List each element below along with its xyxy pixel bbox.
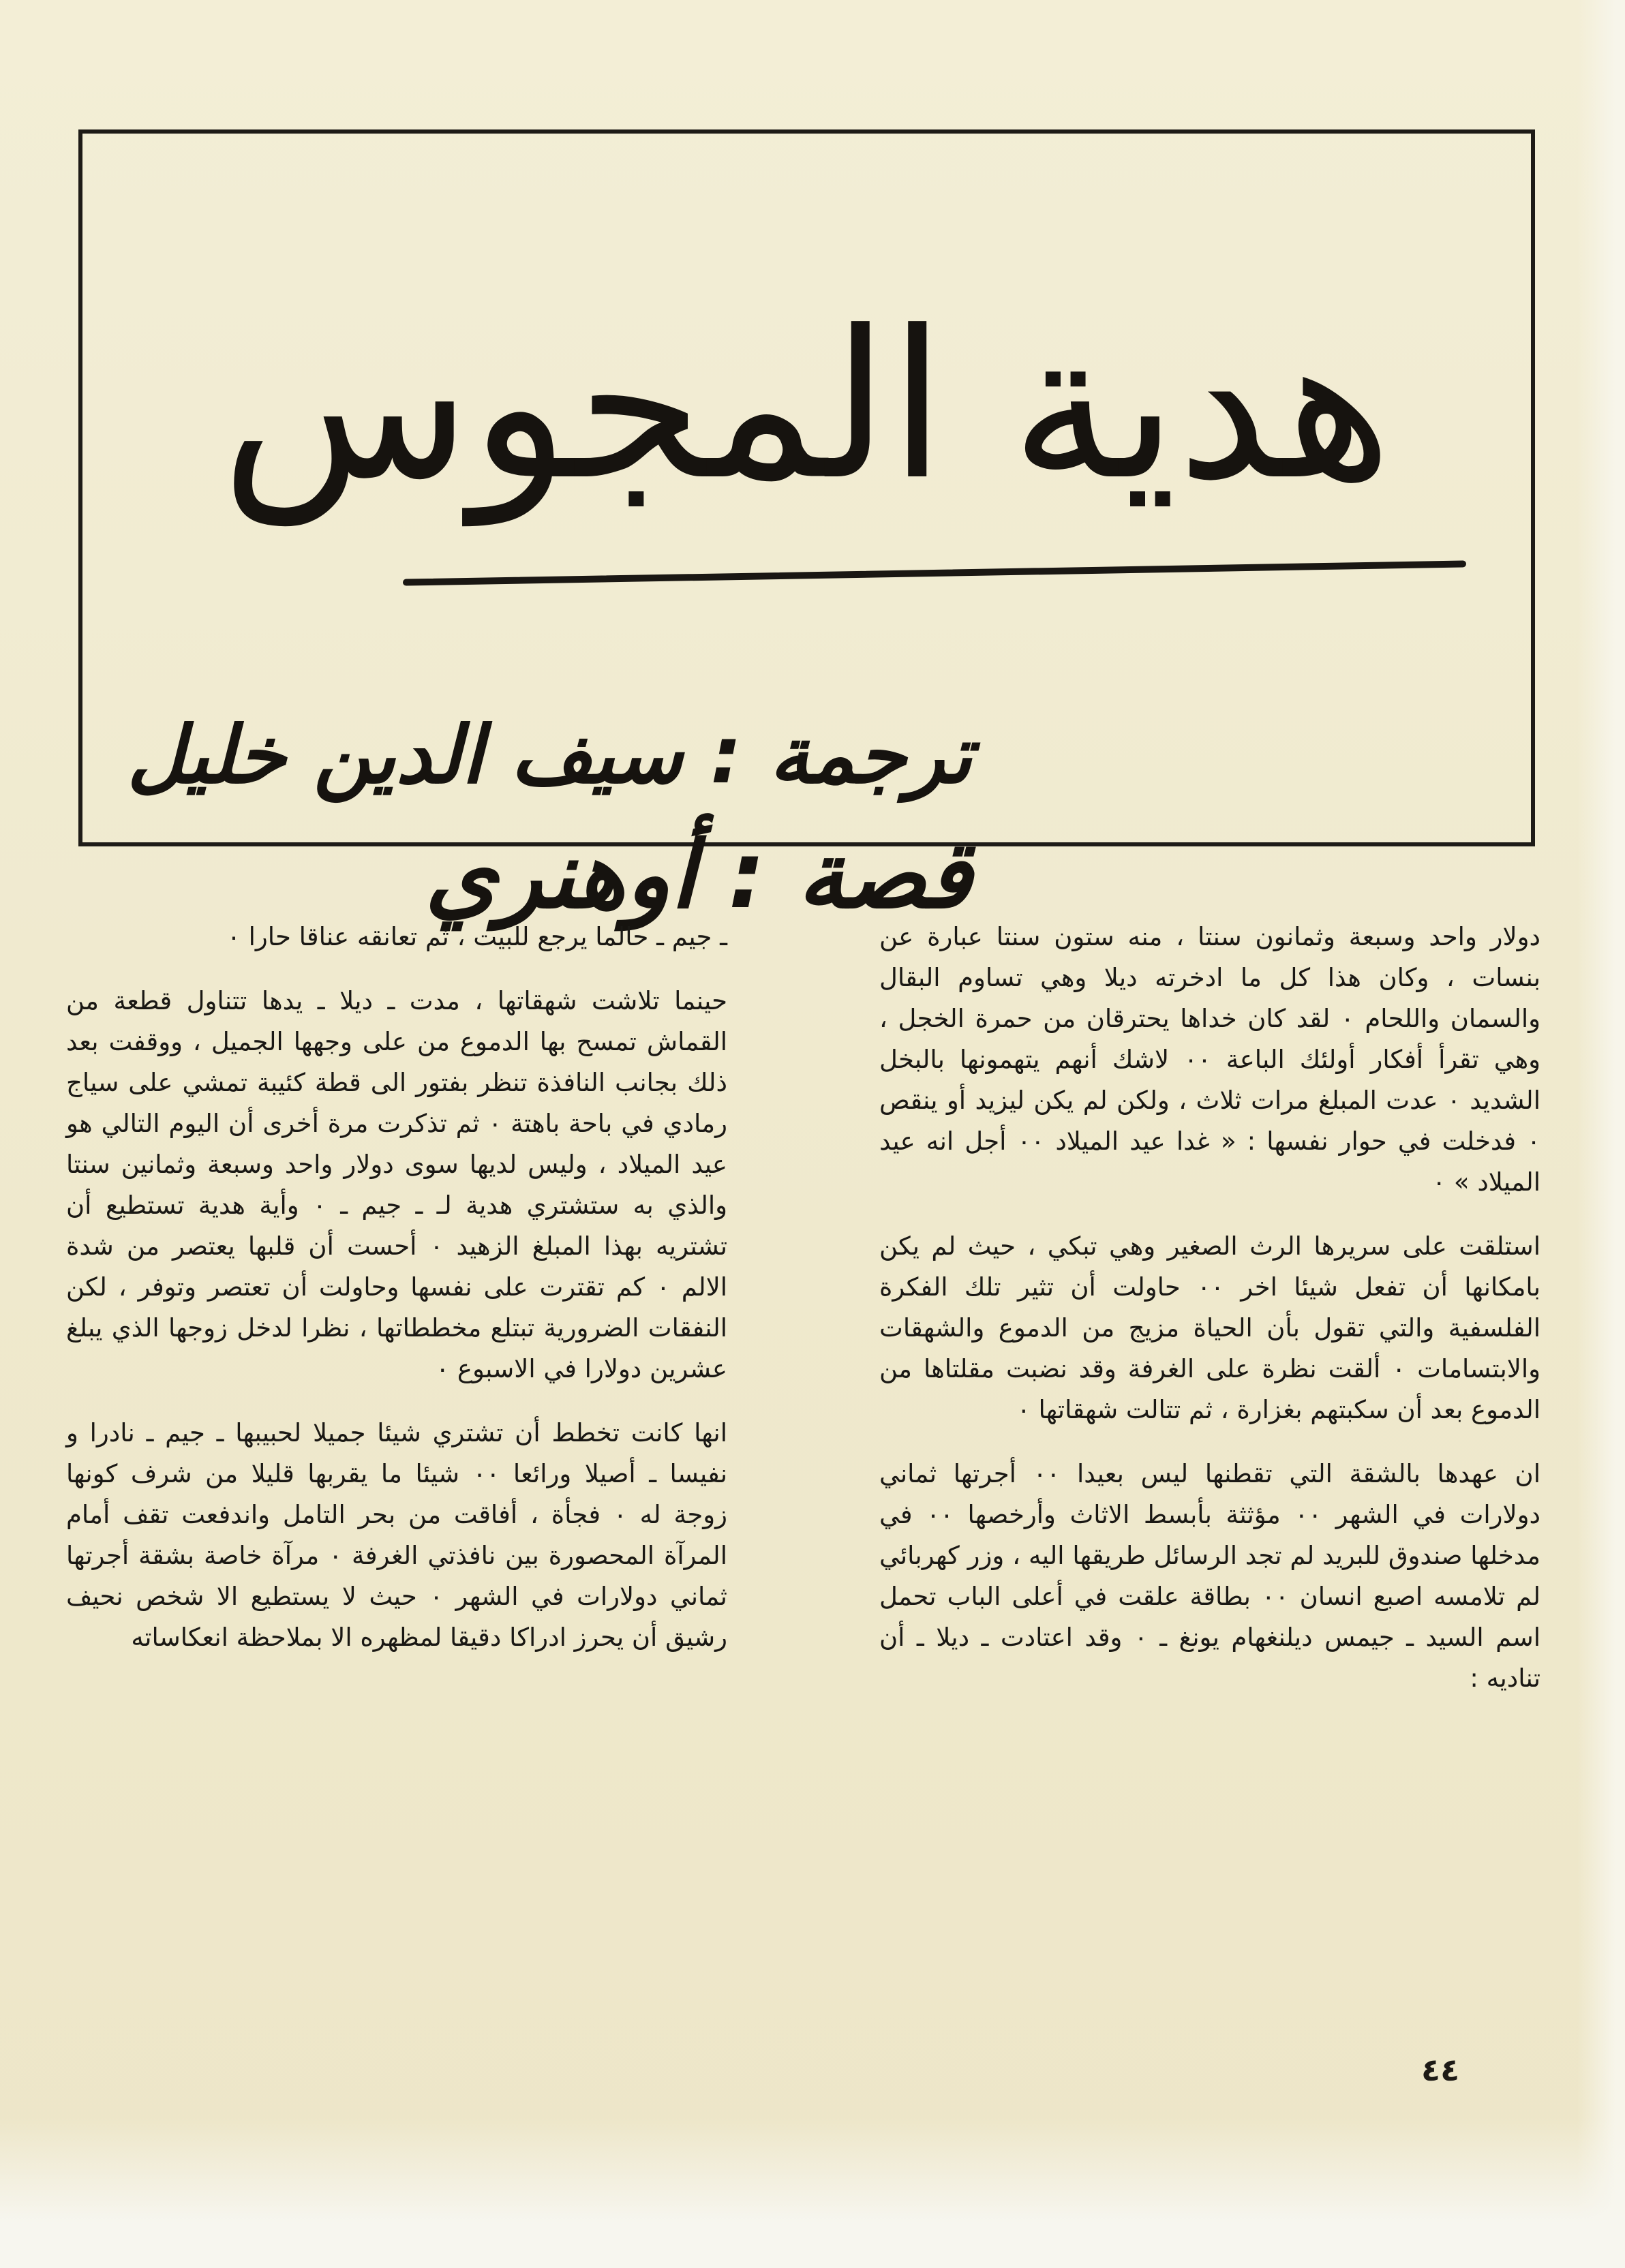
author-credit: قصة : أوهنري <box>425 822 972 930</box>
page-number: ٤٤ <box>1421 2051 1460 2088</box>
page-edge-bottom <box>0 2118 1625 2268</box>
translator-credit: ترجمة : سيف الدين خليل <box>127 709 972 801</box>
paragraph: حينما تلاشت شهقاتها ، مدت ـ ديلا ـ يدها تتناول قطعة من القماش تمسح بها الدموع من على وجهها الجميل ، ووقفت بعد ذلك بجانب النافذة تنظر بفتور الى قطة كئيبة تمشي على سياج رمادي في باحة باهتة ۰ ثم تذكرت مرة أخرى أن اليوم التالي هو عيد الميلاد ، وليس لديها سوى دولار واحد وسبعة وثمانين سنتا والذي به ستشتري هدية لـ ـ جيم ـ ۰ وأية هدية تستطيع أن تشتريه بهذا المبلغ الزهيد ۰ أحست أن قلبها يعتصر من شدة الالم ۰ كم تقترت على نفسها وحاولت أن تعتصر وتوفر ، لكن النفقات الضرورية تبتلع مخططاتها ، نظرا لدخل زوجها الذي يبلغ عشرين دولارا في الاسبوع ۰ <box>66 986 727 1383</box>
page-edge-right <box>1577 0 1625 2268</box>
paragraph: ان عهدها بالشقة التي تقطنها ليس بعيدا ۰۰ أجرتها ثماني دولارات في الشهر ۰۰ مؤثثة بأبسط الاثاث وأرخصها ۰۰ في مدخلها صندوق للبريد لم تجد الرسائل طريقها اليه ، وزر كهربائي لم تلامسه اصبع انسان ۰۰ بطاقة علقت في أعلى الباب تحمل اسم السيد ـ جيمس ديلنغهام يونغ ـ ۰ وقد اعتادت ـ ديلا ـ أن تناديه : <box>879 1459 1540 1693</box>
title-flourish <box>403 560 1466 585</box>
paragraph: ـ جيم ـ حالما يرجع للبيت ، ثم تعانقه عناقا حارا ۰ <box>226 922 727 951</box>
text-column-left <box>66 917 727 1681</box>
story-title: هدية المجوس <box>221 287 1393 525</box>
paragraph: استلقت على سريرها الرث الصغير وهي تبكي ، حيث لم يكن بامكانها أن تفعل شيئا اخر ۰۰ حاولت أن تثير تلك الفكرة الفلسفية والتي تقول بأن الحياة مزيج من الدموع والشهقات والابتسامات ۰ ألقت نظرة على الغرفة وقد نضبت مقلتاها من الدموع بعد أن سكبتهم بغزارة ، ثم تتالت شهقاتها ۰ <box>879 1231 1541 1424</box>
text-column-right <box>879 917 1540 1722</box>
paragraph: دولار واحد وسبعة وثمانون سنتا ، منه ستون سنتا عبارة عن بنسات ، وكان هذا كل ما ادخرته ديلا وهي تساوم البقال والسمان واللحام ۰ لقد كان خداها يحترقان من حمرة الخجل ، وهي تقرأ أفكار أولئك الباعة ۰۰ لاشك أنهم يتهمونها بالبخل الشديد ۰ عدت المبلغ مرات ثلاث ، ولكن لم يكن ليزيد أو ينقص ۰ فدخلت في حوار نفسها : « غدا عيد الميلاد ۰۰ أجل انه عيد الميلاد » ۰ <box>879 922 1540 1197</box>
paragraph: انها كانت تخطط أن تشتري شيئا جميلا لحبيبها ـ جيم ـ نادرا و نفيسا ـ أصيلا ورائعا ۰۰ شيئا ما يقربها قليلا من شرف كونها زوجة له ۰ فجأة ، أفاقت من بحر التامل واندفعت تقف أمام المرآة المحصورة بين نافذتي الغرفة ۰ مرآة خاصة بشقة أجرتها ثماني دولارات في الشهر ۰ حيث لا يستطيع الا شخص نحيف رشيق أن يحرز ادراكا دقيقا لمظهره الا بملاحظة انعكاساته <box>66 1418 727 1652</box>
title-frame <box>78 129 1535 930</box>
